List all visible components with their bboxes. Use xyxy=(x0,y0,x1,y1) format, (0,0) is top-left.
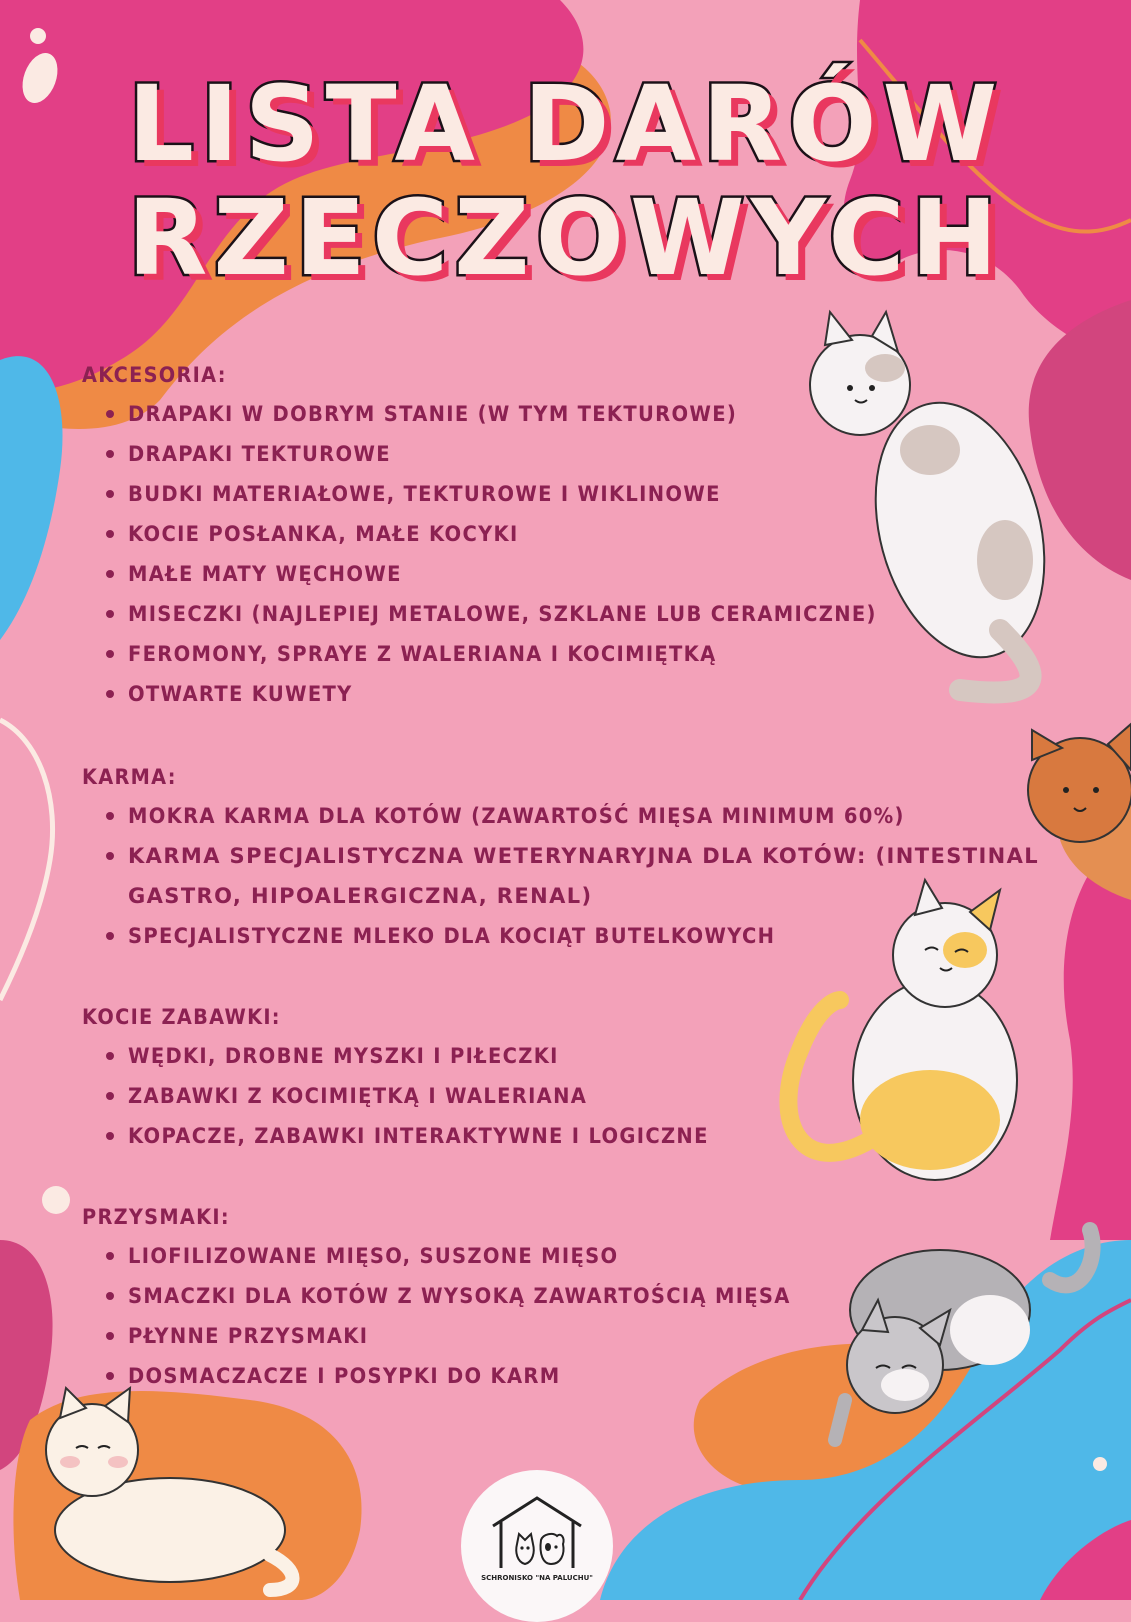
bullet-icon xyxy=(106,932,114,940)
item-list xyxy=(82,1036,1062,1156)
list-item: SPECJALISTYCZNE MLEKO DLA KOCIĄT BUTELKOWYCH xyxy=(82,916,1062,956)
bullet-icon xyxy=(106,450,114,458)
list-item: MAŁE MATY WĘCHOWE xyxy=(82,554,1062,594)
logo-text: SCHRONISKO "NA PALUCHU" xyxy=(481,1574,593,1582)
bullet-icon xyxy=(106,690,114,698)
section-heading: KARMA: xyxy=(82,765,177,789)
list-item: MISECZKI (NAJLEPIEJ METALOWE, SZKLANE LUB CERAMICZNE) xyxy=(82,594,1062,634)
list-item: WĘDKI, DROBNE MYSZKI I PIŁECZKI xyxy=(82,1036,1062,1076)
shelter-logo xyxy=(461,1470,613,1596)
item-list xyxy=(82,796,1062,956)
bullet-icon xyxy=(106,1132,114,1140)
bullet-icon xyxy=(106,1372,114,1380)
bullet-icon xyxy=(106,852,114,860)
section-akcesoria xyxy=(82,356,1062,714)
bullet-icon xyxy=(106,650,114,658)
bullet-icon xyxy=(106,1332,114,1340)
section-kocie-zabawki xyxy=(82,998,1062,1156)
bullet-icon xyxy=(106,530,114,538)
list-item: DOSMACZACZE I POSYPKI DO KARM xyxy=(82,1356,1062,1396)
page-title-line-2: RZECZOWYCH xyxy=(127,177,1004,299)
bullet-icon xyxy=(106,610,114,618)
list-item: KOPACZE, ZABAWKI INTERAKTYWNE I LOGICZNE xyxy=(82,1116,1062,1156)
bullet-icon xyxy=(106,570,114,578)
section-heading: AKCESORIA: xyxy=(82,363,227,387)
list-item: DRAPAKI W DOBRYM STANIE (W TYM TEKTUROWE) xyxy=(82,394,1062,434)
deco-line-left xyxy=(0,720,53,1000)
list-item: PŁYNNE PRZYSMAKI xyxy=(82,1316,1062,1356)
bullet-icon xyxy=(106,812,114,820)
list-item: OTWARTE KUWETY xyxy=(82,674,1062,714)
list-item: DRAPAKI TEKTUROWE xyxy=(82,434,1062,474)
spot-top-left-small xyxy=(30,28,46,44)
house-cat-dog-icon xyxy=(487,1492,587,1572)
bullet-icon xyxy=(106,490,114,498)
section-przysmaki xyxy=(82,1198,1062,1396)
blob-left-blue xyxy=(0,356,63,640)
bullet-icon xyxy=(106,1292,114,1300)
list-item: BUDKI MATERIAŁOWE, TEKTUROWE I WIKLINOWE xyxy=(82,474,1062,514)
list-item: KARMA SPECJALISTYCZNA WETERYNARYJNA DLA KOTÓW: (INTESTINAL GASTRO, HIPOALERGICZNA, RENAL) xyxy=(82,836,1058,916)
spot-bottom-right xyxy=(1093,1457,1107,1471)
list-item: FEROMONY, SPRAYE Z WALERIANA I KOCIMIĘTKĄ xyxy=(82,634,1062,674)
list-item: KOCIE POSŁANKA, MAŁE KOCYKI xyxy=(82,514,1062,554)
section-karma xyxy=(82,758,1062,956)
list-item: LIOFILIZOWANE MIĘSO, SUSZONE MIĘSO xyxy=(82,1236,1062,1276)
spot-left xyxy=(42,1186,70,1214)
item-list xyxy=(82,394,1062,714)
bullet-icon xyxy=(106,1252,114,1260)
bullet-icon xyxy=(106,1052,114,1060)
page-title-line-1: LISTA DARÓW xyxy=(127,63,1004,185)
bullet-icon xyxy=(106,410,114,418)
section-heading: KOCIE ZABAWKI: xyxy=(82,1005,281,1029)
item-list xyxy=(82,1236,1062,1396)
list-item: SMACZKI DLA KOTÓW Z WYSOKĄ ZAWARTOŚCIĄ MIĘSA xyxy=(82,1276,1062,1316)
section-heading: PRZYSMAKI: xyxy=(82,1205,230,1229)
list-item: MOKRA KARMA DLA KOTÓW (ZAWARTOŚĆ MIĘSA MINIMUM 60%) xyxy=(82,796,1062,836)
list-item: ZABAWKI Z KOCIMIĘTKĄ I WALERIANA xyxy=(82,1076,1062,1116)
bullet-icon xyxy=(106,1092,114,1100)
